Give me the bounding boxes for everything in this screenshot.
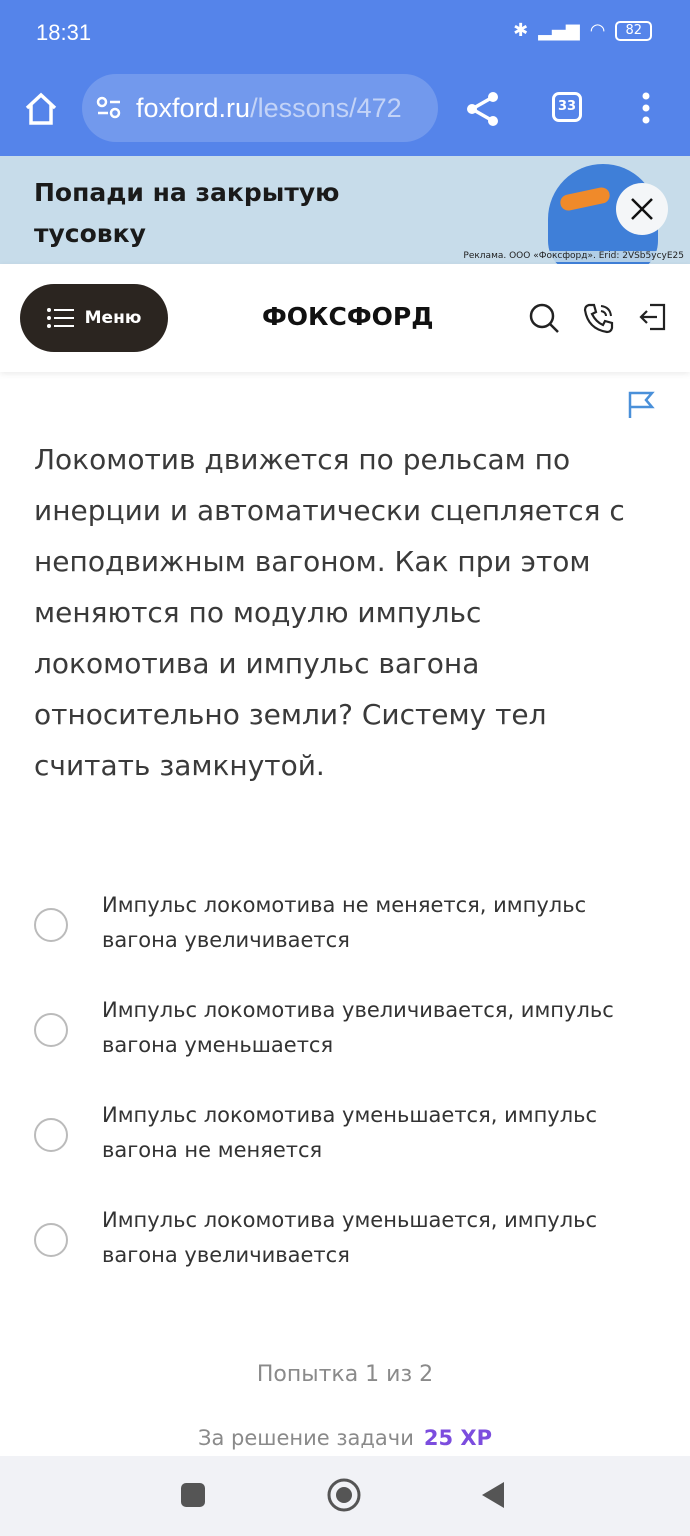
option-label: Импульс локомотива уменьшается, импульс вагона не меняется (102, 1103, 598, 1162)
option-label: Импульс локомотива увеличивается, импульс вагона уменьшается (102, 998, 614, 1057)
answer-option[interactable] (34, 993, 664, 1063)
option-label: Импульс локомотива уменьшается, импульс вагона увеличивается (102, 1208, 598, 1267)
radio-button[interactable] (34, 1223, 68, 1257)
wifi-icon: ◠ (589, 20, 606, 41)
reward-label: За решение задачи (198, 1426, 414, 1450)
home-nav-icon[interactable] (326, 1477, 362, 1513)
radio-button[interactable] (34, 908, 68, 942)
list-icon (47, 307, 75, 329)
banner-title: Попади на закрытую тусовку (34, 178, 340, 248)
home-icon[interactable] (22, 90, 60, 128)
reward-xp: 25 XP (423, 1426, 492, 1450)
back-icon[interactable] (480, 1480, 506, 1510)
menu-button[interactable] (20, 284, 168, 352)
logo[interactable]: ФОКСФОРД (262, 302, 434, 331)
bluetooth-icon: ✱ (513, 20, 529, 41)
search-icon[interactable] (528, 302, 560, 334)
site-settings-icon[interactable] (96, 96, 122, 120)
close-icon (630, 197, 654, 221)
attempt-counter: Попытка 1 из 2 (256, 1362, 434, 1387)
browser-toolbar (0, 68, 690, 156)
share-icon[interactable] (464, 90, 502, 128)
answer-option[interactable] (34, 1203, 664, 1273)
system-nav-bar (0, 1456, 690, 1536)
address-bar[interactable] (82, 74, 438, 142)
clock: 18:31 (36, 20, 92, 45)
signal-icon: ▂▄▆ (538, 20, 580, 41)
answer-option[interactable] (34, 1098, 664, 1168)
recents-icon[interactable] (180, 1482, 206, 1508)
phone-icon[interactable] (583, 302, 615, 334)
answer-option[interactable] (34, 888, 664, 958)
radio-button[interactable] (34, 1118, 68, 1152)
login-icon[interactable] (638, 302, 668, 332)
reward-info (0, 1426, 690, 1450)
report-flag-icon[interactable] (626, 390, 656, 420)
tab-switcher-button[interactable]: 33 (552, 92, 582, 122)
site-header (0, 264, 690, 372)
menu-label: Меню (84, 308, 142, 328)
battery-icon: 82 (615, 21, 652, 41)
question-text: Локомотив движется по рельсам по инерции и автоматически сцепляется с неподвижным вагоном. Как при этом меняются по модулю импульс локомотива и импульс вагона относительно земли? Систему тел считать замкнутой. (34, 443, 625, 782)
close-banner-button[interactable] (616, 183, 668, 235)
url-path: /lessons/472 (250, 93, 402, 123)
more-menu-icon[interactable] (640, 92, 652, 124)
promo-banner[interactable] (0, 156, 690, 264)
radio-button[interactable] (34, 1013, 68, 1047)
ad-disclaimer: Реклама. ООО «Фоксфорд». Erid: 2VSb5ycyE25 (463, 251, 684, 261)
option-label: Импульс локомотива не меняется, импульс вагона увеличивается (102, 893, 587, 952)
url-domain: foxford.ru (136, 93, 251, 123)
status-bar (0, 0, 690, 68)
